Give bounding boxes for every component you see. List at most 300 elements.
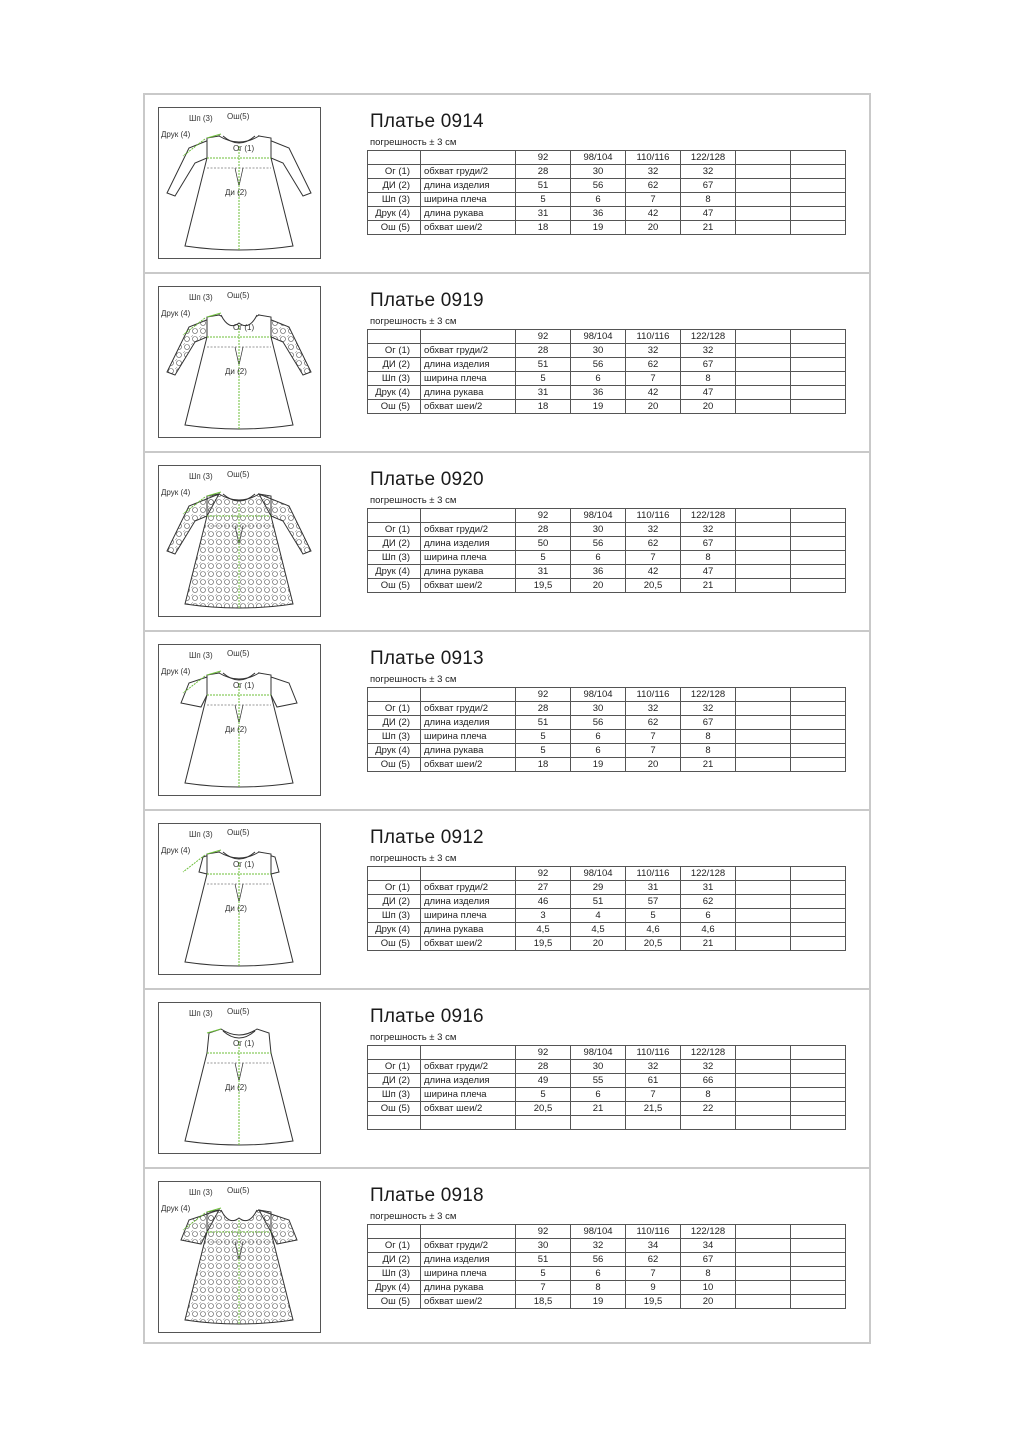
size-header-cell: 122/128: [681, 1046, 736, 1060]
measure-value-cell: 6: [571, 1088, 626, 1102]
measure-label-osh: Ош(5): [227, 1007, 250, 1016]
empty-cell: [736, 744, 791, 758]
measure-value-cell: 30: [571, 165, 626, 179]
size-header-cell: 122/128: [681, 688, 736, 702]
table-row: [368, 523, 846, 537]
empty-cell: [736, 207, 791, 221]
empty-cell: [736, 895, 791, 909]
size-header-cell: 92: [516, 509, 571, 523]
measure-label-druk: Друк (4): [161, 309, 191, 318]
table-row: [368, 386, 846, 400]
size-table: [367, 508, 846, 593]
measure-value-cell: 47: [681, 565, 736, 579]
measure-value-cell: 7: [626, 551, 681, 565]
empty-cell: [736, 400, 791, 414]
table-row: [368, 1074, 846, 1088]
size-header-cell: 98/104: [571, 1046, 626, 1060]
measure-label-di: Ди (2): [225, 725, 247, 734]
measure-code-cell: Шп (3): [368, 193, 421, 207]
empty-cell: [421, 330, 516, 344]
table-row: [368, 372, 846, 386]
measure-value-cell: 9: [626, 1281, 681, 1295]
table-row: [368, 744, 846, 758]
measure-desc-cell: длина изделия: [421, 1074, 516, 1088]
measure-label-shp: Шп (3): [189, 114, 213, 123]
size-header-cell: 110/116: [626, 1225, 681, 1239]
measure-code-cell: Ош (5): [368, 1295, 421, 1309]
table-row: [368, 579, 846, 593]
empty-cell: [791, 1060, 846, 1074]
product-row: [145, 95, 869, 274]
measure-label-druk: Друк (4): [161, 667, 191, 676]
size-header-cell: 110/116: [626, 688, 681, 702]
measure-desc-cell: длина изделия: [421, 1253, 516, 1267]
measure-value-cell: 19: [571, 221, 626, 235]
size-header-cell: 98/104: [571, 1225, 626, 1239]
measure-value-cell: 19,5: [626, 1295, 681, 1309]
empty-cell: [791, 1046, 846, 1060]
empty-cell: [791, 867, 846, 881]
measure-desc-cell: обхват шеи/2: [421, 758, 516, 772]
empty-cell: [736, 881, 791, 895]
measure-value-cell: 30: [571, 344, 626, 358]
measure-value-cell: [681, 1116, 736, 1130]
measure-value-cell: 21: [681, 221, 736, 235]
dress-sketch: [158, 1181, 321, 1333]
measure-label-di: Ди (2): [225, 367, 247, 376]
tolerance-note: погрешность ± 3 см: [370, 495, 457, 506]
size-header-cell: 98/104: [571, 330, 626, 344]
measure-code-cell: Ош (5): [368, 400, 421, 414]
product-row: [145, 1169, 869, 1348]
empty-cell: [736, 386, 791, 400]
measure-desc-cell: ширина плеча: [421, 909, 516, 923]
tolerance-note: погрешность ± 3 см: [370, 137, 457, 148]
empty-cell: [736, 716, 791, 730]
measure-value-cell: 47: [681, 207, 736, 221]
size-header-cell: 110/116: [626, 867, 681, 881]
measure-value-cell: 6: [571, 744, 626, 758]
empty-cell: [736, 867, 791, 881]
empty-cell: [736, 937, 791, 951]
measure-label-shp: Шп (3): [189, 472, 213, 481]
empty-cell: [791, 1102, 846, 1116]
measure-value-cell: 56: [571, 179, 626, 193]
measure-value-cell: 51: [516, 1253, 571, 1267]
measure-code-cell: Друк (4): [368, 923, 421, 937]
empty-cell: [791, 330, 846, 344]
empty-cell: [736, 565, 791, 579]
table-row: [368, 537, 846, 551]
size-header-cell: 110/116: [626, 151, 681, 165]
dress-sketch: [158, 286, 321, 438]
product-row: [145, 453, 869, 632]
measure-value-cell: 56: [571, 1253, 626, 1267]
measure-desc-cell: ширина плеча: [421, 193, 516, 207]
size-header-cell: 92: [516, 867, 571, 881]
measure-value-cell: 7: [626, 1088, 681, 1102]
table-row: [368, 400, 846, 414]
measure-value-cell: 36: [571, 207, 626, 221]
size-header-cell: 110/116: [626, 330, 681, 344]
measure-desc-cell: обхват груди/2: [421, 1060, 516, 1074]
measure-code-cell: Ог (1): [368, 344, 421, 358]
measure-desc-cell: ширина плеча: [421, 551, 516, 565]
measure-value-cell: 6: [571, 551, 626, 565]
measure-label-shp: Шп (3): [189, 651, 213, 660]
measure-desc-cell: обхват шеи/2: [421, 1295, 516, 1309]
empty-cell: [791, 1253, 846, 1267]
measure-desc-cell: длина изделия: [421, 895, 516, 909]
product-title: Платье 0919: [370, 290, 484, 311]
size-header-cell: 98/104: [571, 867, 626, 881]
tolerance-note: погрешность ± 3 см: [370, 316, 457, 327]
measure-value-cell: 32: [571, 1239, 626, 1253]
empty-cell: [791, 688, 846, 702]
measure-desc-cell: обхват груди/2: [421, 702, 516, 716]
empty-cell: [736, 358, 791, 372]
measure-code-cell: Ош (5): [368, 1102, 421, 1116]
empty-cell: [791, 937, 846, 951]
size-header-row: [368, 330, 846, 344]
measure-desc-cell: ширина плеча: [421, 730, 516, 744]
empty-cell: [736, 1088, 791, 1102]
empty-cell: [791, 881, 846, 895]
empty-cell: [368, 151, 421, 165]
measure-value-cell: 4,6: [626, 923, 681, 937]
measure-value-cell: 21,5: [626, 1102, 681, 1116]
measure-code-cell: ДИ (2): [368, 895, 421, 909]
measure-value-cell: 30: [516, 1239, 571, 1253]
product-title: Платье 0920: [370, 469, 484, 490]
measure-label-shp: Шп (3): [189, 1009, 213, 1018]
empty-cell: [421, 151, 516, 165]
measure-value-cell: 30: [571, 1060, 626, 1074]
measure-desc-cell: ширина плеча: [421, 1267, 516, 1281]
empty-cell: [368, 509, 421, 523]
size-header-cell: 122/128: [681, 509, 736, 523]
size-chart-sheet: [143, 93, 871, 1344]
measure-value-cell: 20,5: [626, 937, 681, 951]
empty-cell: [736, 537, 791, 551]
empty-cell: [791, 758, 846, 772]
empty-cell: [736, 688, 791, 702]
empty-cell: [368, 1225, 421, 1239]
measure-value-cell: 31: [626, 881, 681, 895]
measure-value-cell: 18: [516, 758, 571, 772]
empty-cell: [791, 1267, 846, 1281]
empty-cell: [791, 179, 846, 193]
measure-value-cell: 21: [571, 1102, 626, 1116]
measure-value-cell: 18: [516, 400, 571, 414]
empty-cell: [791, 716, 846, 730]
product-row: [145, 811, 869, 990]
empty-cell: [368, 867, 421, 881]
measure-code-cell: Друк (4): [368, 386, 421, 400]
size-header-cell: 92: [516, 151, 571, 165]
measure-code-cell: Ог (1): [368, 1060, 421, 1074]
empty-cell: [736, 551, 791, 565]
empty-cell: [736, 1046, 791, 1060]
size-header-cell: 92: [516, 1046, 571, 1060]
measure-label-di: Ди (2): [225, 1083, 247, 1092]
measure-value-cell: 32: [626, 523, 681, 537]
measure-label-og: Ог (1): [233, 1039, 255, 1048]
empty-cell: [791, 1074, 846, 1088]
table-row: [368, 1102, 846, 1116]
measure-value-cell: 5: [626, 909, 681, 923]
empty-cell: [736, 330, 791, 344]
dress-drawing: [159, 1003, 320, 1153]
measure-code-cell: ДИ (2): [368, 358, 421, 372]
empty-cell: [421, 1225, 516, 1239]
empty-cell: [791, 386, 846, 400]
measure-label-druk: Друк (4): [161, 1204, 191, 1213]
size-header-cell: 110/116: [626, 509, 681, 523]
measure-value-cell: 31: [516, 386, 571, 400]
measure-value-cell: 32: [681, 702, 736, 716]
measure-value-cell: 27: [516, 881, 571, 895]
measure-code-cell: Ог (1): [368, 165, 421, 179]
measure-value-cell: 21: [681, 579, 736, 593]
table-row: [368, 193, 846, 207]
empty-cell: [736, 1239, 791, 1253]
empty-cell: [791, 165, 846, 179]
measure-code-cell: Друк (4): [368, 565, 421, 579]
measure-code-cell: Шп (3): [368, 1267, 421, 1281]
empty-cell: [736, 923, 791, 937]
empty-cell: [736, 509, 791, 523]
table-row: [368, 895, 846, 909]
measure-value-cell: 18,5: [516, 1295, 571, 1309]
measure-desc-cell: обхват груди/2: [421, 523, 516, 537]
table-row: [368, 1253, 846, 1267]
measure-value-cell: 20: [626, 758, 681, 772]
empty-cell: [736, 579, 791, 593]
empty-cell: [736, 1281, 791, 1295]
measure-value-cell: 47: [681, 386, 736, 400]
table-row: [368, 565, 846, 579]
measure-code-cell: Друк (4): [368, 744, 421, 758]
empty-cell: [791, 400, 846, 414]
size-header-cell: 98/104: [571, 688, 626, 702]
measure-value-cell: 10: [681, 1281, 736, 1295]
measure-value-cell: 6: [571, 730, 626, 744]
measure-value-cell: 31: [516, 207, 571, 221]
measure-label-osh: Ош(5): [227, 828, 250, 837]
size-header-cell: 98/104: [571, 509, 626, 523]
measure-value-cell: 67: [681, 716, 736, 730]
measure-desc-cell: длина рукава: [421, 1281, 516, 1295]
measure-value-cell: 7: [626, 744, 681, 758]
table-row: [368, 1267, 846, 1281]
empty-cell: [791, 923, 846, 937]
empty-cell: [791, 1295, 846, 1309]
measure-desc-cell: обхват груди/2: [421, 344, 516, 358]
size-header-row: [368, 1225, 846, 1239]
measure-value-cell: 20: [571, 937, 626, 951]
empty-cell: [368, 330, 421, 344]
measure-label-osh: Ош(5): [227, 649, 250, 658]
measure-value-cell: 5: [516, 193, 571, 207]
measure-value-cell: 30: [571, 702, 626, 716]
empty-cell: [791, 193, 846, 207]
measure-value-cell: 4,5: [516, 923, 571, 937]
measure-value-cell: 42: [626, 207, 681, 221]
size-header-cell: 122/128: [681, 867, 736, 881]
size-header-cell: 122/128: [681, 151, 736, 165]
table-row: [368, 344, 846, 358]
measure-value-cell: 32: [681, 344, 736, 358]
measure-code-cell: Ог (1): [368, 881, 421, 895]
product-title: Платье 0913: [370, 648, 484, 669]
table-row: [368, 1088, 846, 1102]
size-header-cell: 92: [516, 688, 571, 702]
table-row: [368, 881, 846, 895]
empty-cell: [736, 344, 791, 358]
table-row: [368, 1295, 846, 1309]
measure-code-cell: [368, 1116, 421, 1130]
measure-code-cell: ДИ (2): [368, 716, 421, 730]
measure-value-cell: 50: [516, 537, 571, 551]
measure-code-cell: Друк (4): [368, 207, 421, 221]
measure-value-cell: 4: [571, 909, 626, 923]
measure-value-cell: 8: [681, 372, 736, 386]
empty-cell: [736, 758, 791, 772]
product-title: Платье 0918: [370, 1185, 484, 1206]
measure-code-cell: Ош (5): [368, 579, 421, 593]
measure-label-osh: Ош(5): [227, 470, 250, 479]
table-row: [368, 1239, 846, 1253]
measure-value-cell: 19,5: [516, 579, 571, 593]
measure-value-cell: 6: [571, 193, 626, 207]
measure-desc-cell: длина изделия: [421, 179, 516, 193]
measure-value-cell: 62: [626, 1253, 681, 1267]
measure-label-osh: Ош(5): [227, 291, 250, 300]
measure-value-cell: 8: [681, 193, 736, 207]
empty-cell: [736, 1295, 791, 1309]
empty-cell: [791, 372, 846, 386]
empty-cell: [791, 551, 846, 565]
measure-value-cell: [516, 1116, 571, 1130]
measure-value-cell: 5: [516, 1088, 571, 1102]
measure-value-cell: 8: [681, 730, 736, 744]
tolerance-note: погрешность ± 3 см: [370, 853, 457, 864]
empty-cell: [791, 895, 846, 909]
measure-value-cell: 8: [571, 1281, 626, 1295]
measure-value-cell: 19: [571, 400, 626, 414]
table-row: [368, 358, 846, 372]
measure-value-cell: 20,5: [516, 1102, 571, 1116]
table-row: [368, 909, 846, 923]
size-header-row: [368, 867, 846, 881]
tolerance-note: погрешность ± 3 см: [370, 1032, 457, 1043]
measure-value-cell: 34: [626, 1239, 681, 1253]
measure-value-cell: 66: [681, 1074, 736, 1088]
measure-value-cell: 28: [516, 523, 571, 537]
measure-value-cell: 18: [516, 221, 571, 235]
empty-cell: [736, 221, 791, 235]
measure-value-cell: 6: [571, 372, 626, 386]
empty-cell: [736, 1253, 791, 1267]
measure-value-cell: 21: [681, 937, 736, 951]
size-table: [367, 329, 846, 414]
measure-value-cell: 62: [626, 358, 681, 372]
measure-label-druk: Друк (4): [161, 488, 191, 497]
empty-cell: [736, 193, 791, 207]
measure-value-cell: 46: [516, 895, 571, 909]
size-header-cell: 122/128: [681, 1225, 736, 1239]
measure-label-osh: Ош(5): [227, 112, 250, 121]
measure-label-shp: Шп (3): [189, 1188, 213, 1197]
empty-cell: [791, 579, 846, 593]
measure-value-cell: 67: [681, 537, 736, 551]
empty-cell: [791, 909, 846, 923]
measure-value-cell: 19: [571, 1295, 626, 1309]
empty-cell: [791, 151, 846, 165]
measure-code-cell: Шп (3): [368, 909, 421, 923]
empty-cell: [736, 1116, 791, 1130]
measure-code-cell: Ош (5): [368, 758, 421, 772]
measure-value-cell: 56: [571, 537, 626, 551]
measure-desc-cell: длина рукава: [421, 565, 516, 579]
measure-value-cell: 55: [571, 1074, 626, 1088]
size-header-cell: 98/104: [571, 151, 626, 165]
measure-value-cell: 5: [516, 1267, 571, 1281]
measure-value-cell: 67: [681, 1253, 736, 1267]
measure-label-og: Ог (1): [233, 860, 255, 869]
measure-label-druk: Друк (4): [161, 130, 191, 139]
empty-cell: [791, 537, 846, 551]
measure-code-cell: Ог (1): [368, 1239, 421, 1253]
measure-value-cell: 56: [571, 716, 626, 730]
dress-sketch: [158, 465, 321, 617]
measure-value-cell: 42: [626, 565, 681, 579]
measure-value-cell: 7: [626, 730, 681, 744]
measure-value-cell: 7: [626, 372, 681, 386]
measure-value-cell: [626, 1116, 681, 1130]
measure-value-cell: 51: [571, 895, 626, 909]
empty-cell: [791, 1239, 846, 1253]
measure-value-cell: 51: [516, 716, 571, 730]
size-table: [367, 687, 846, 772]
measure-desc-cell: ширина плеча: [421, 1088, 516, 1102]
dress-sketch: [158, 107, 321, 259]
empty-cell: [791, 1225, 846, 1239]
size-header-cell: 122/128: [681, 330, 736, 344]
measure-value-cell: 29: [571, 881, 626, 895]
measure-desc-cell: обхват шеи/2: [421, 937, 516, 951]
measure-value-cell: 7: [626, 193, 681, 207]
empty-cell: [421, 509, 516, 523]
measure-value-cell: 5: [516, 372, 571, 386]
empty-cell: [791, 523, 846, 537]
measure-value-cell: 31: [681, 881, 736, 895]
measure-value-cell: 36: [571, 386, 626, 400]
measure-desc-cell: длина изделия: [421, 358, 516, 372]
empty-cell: [736, 1225, 791, 1239]
table-row: [368, 1116, 846, 1130]
measure-value-cell: 5: [516, 730, 571, 744]
measure-value-cell: 36: [571, 565, 626, 579]
measure-value-cell: 42: [626, 386, 681, 400]
measure-value-cell: 28: [516, 702, 571, 716]
measure-value-cell: 62: [681, 895, 736, 909]
measure-value-cell: 20: [571, 579, 626, 593]
measure-desc-cell: ширина плеча: [421, 372, 516, 386]
measure-desc-cell: обхват груди/2: [421, 881, 516, 895]
measure-code-cell: Друк (4): [368, 1281, 421, 1295]
